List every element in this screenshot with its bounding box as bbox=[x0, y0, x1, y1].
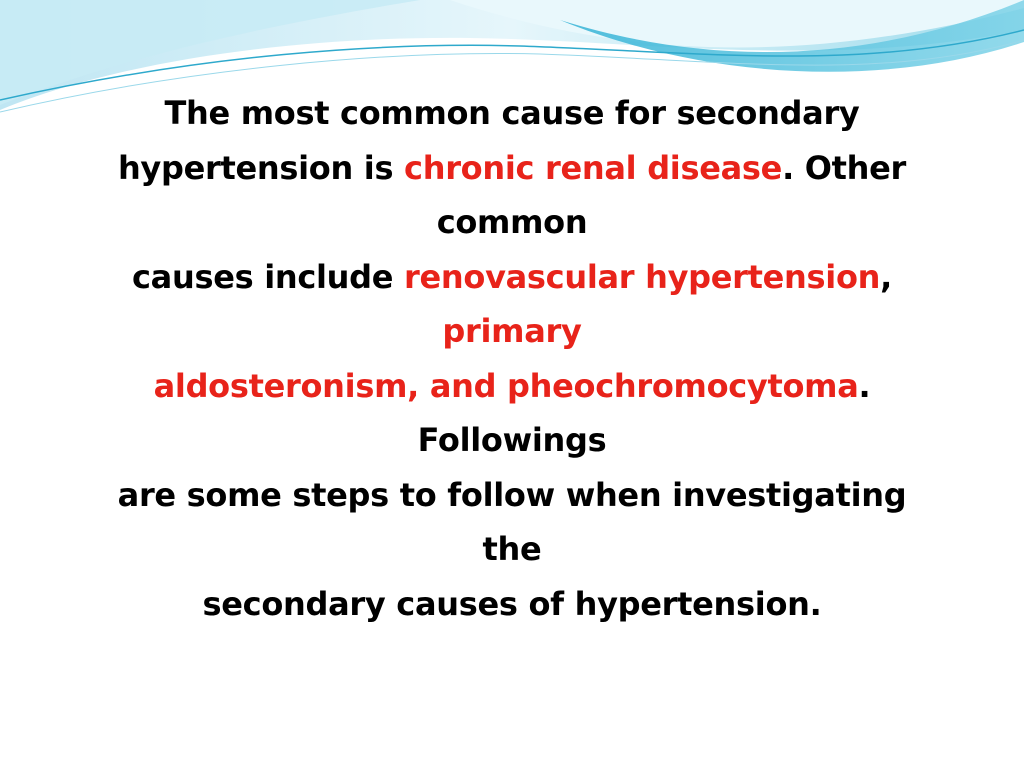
text-segment: . bbox=[858, 366, 871, 405]
text-line bbox=[60, 141, 964, 196]
text-segment: are some steps to follow when investigating bbox=[117, 475, 907, 514]
text-segment: hypertension is bbox=[117, 148, 405, 187]
text-line bbox=[60, 359, 964, 414]
text-line bbox=[60, 522, 964, 577]
text-segment: , bbox=[880, 257, 892, 296]
text-segment: Followings bbox=[417, 421, 607, 459]
highlighted-term: primary bbox=[442, 312, 582, 350]
text-segment: causes include bbox=[132, 257, 405, 296]
text-line bbox=[60, 195, 964, 250]
text-line bbox=[60, 86, 964, 141]
text-segment: secondary causes of hypertension. bbox=[202, 584, 822, 623]
text-line bbox=[60, 468, 964, 523]
text-segment: . Other bbox=[782, 148, 907, 187]
text-line bbox=[60, 577, 964, 632]
text-segment: common bbox=[436, 203, 588, 241]
text-segment: the bbox=[482, 530, 542, 568]
highlighted-term: chronic renal disease bbox=[404, 148, 783, 187]
highlighted-term: aldosteronism, and pheochromocytoma bbox=[153, 366, 859, 405]
highlighted-term: renovascular hypertension bbox=[404, 257, 881, 296]
text-line bbox=[60, 413, 964, 468]
text-segment: The most common cause for secondary bbox=[164, 94, 860, 132]
text-line bbox=[60, 304, 964, 359]
text-line bbox=[60, 250, 964, 305]
slide-body-text bbox=[60, 86, 964, 631]
